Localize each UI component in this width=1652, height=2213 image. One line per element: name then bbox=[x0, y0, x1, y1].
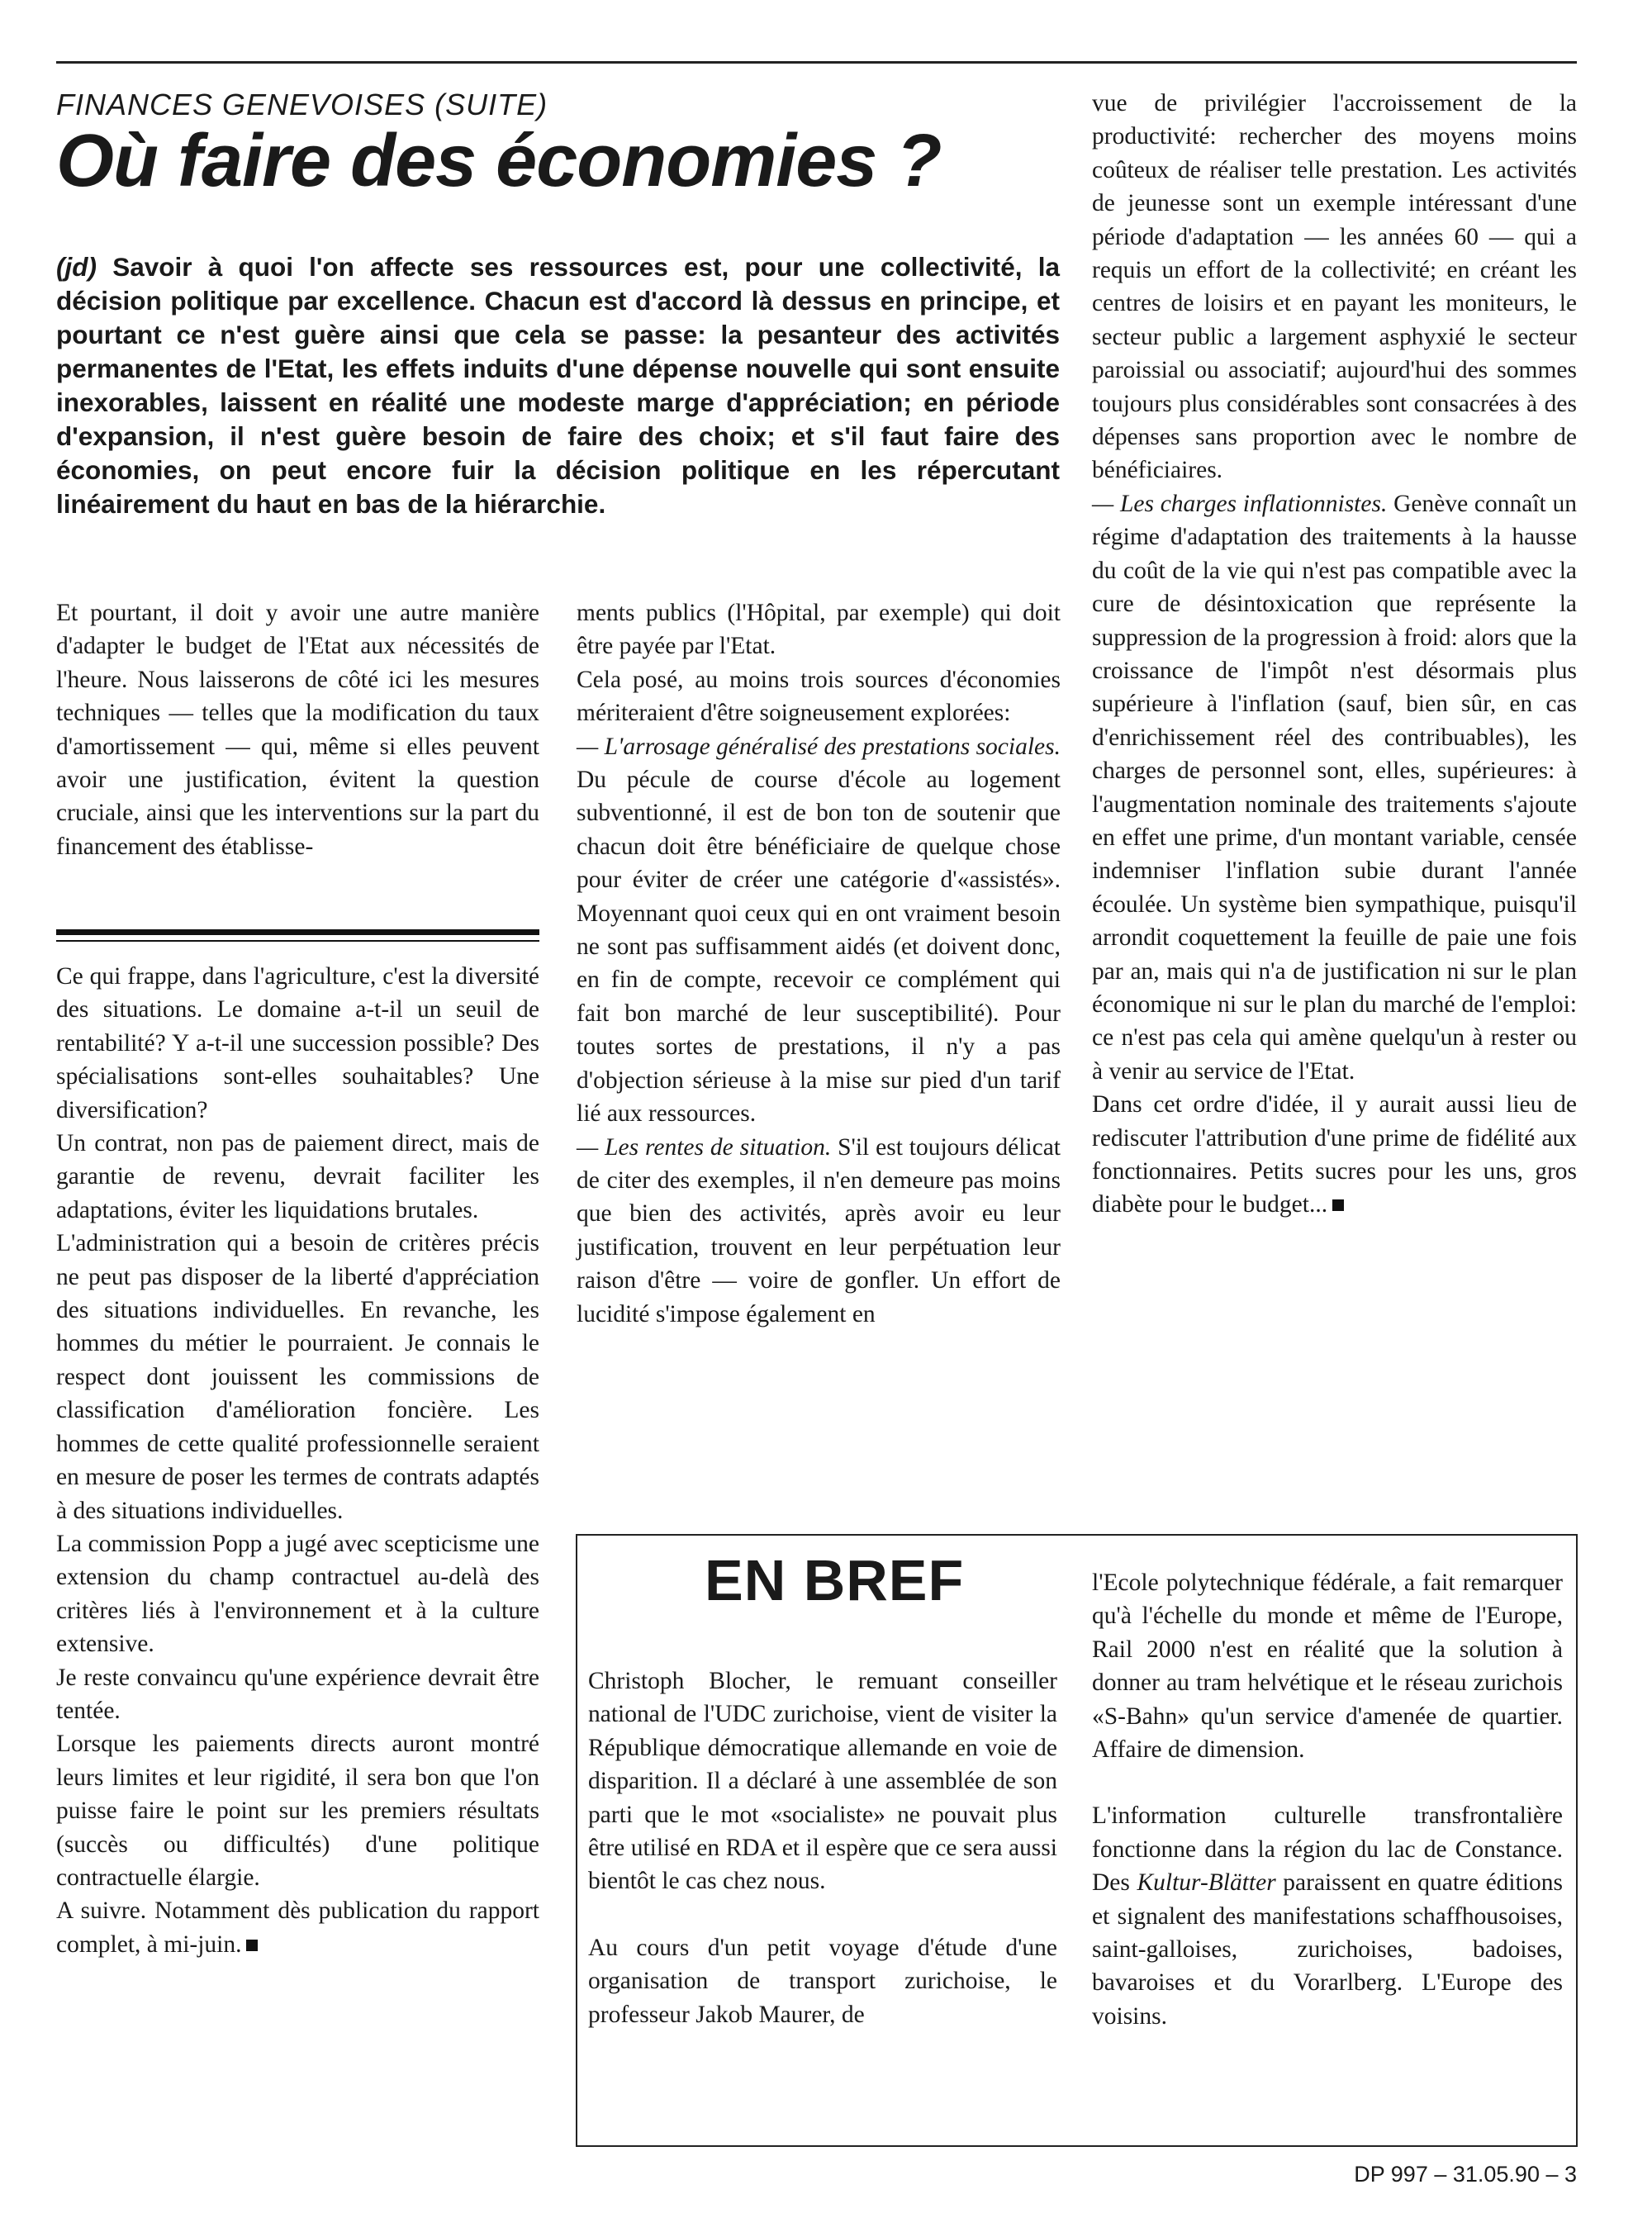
section-kicker: FINANCES GENEVOISES (SUITE) bbox=[56, 88, 548, 121]
agriculture-column bbox=[56, 960, 539, 1961]
article-paragraph: Cela posé, au moins trois sources d'économies mériteraient d'être soigneusement explorées: bbox=[577, 666, 1061, 727]
article-text: Genève connaît un régime d'adaptation des traitements à la hausse du coût de la vie qui n'est pas compatible avec la cure de désintoxication que représente la suppression de la progression à froid: alors que la croissance de l'impôt n'est désormais plus supérieure à l'inflation (sauf, bien sûr, en cas d'enrichissement réel des contribuables), les charges de personnel sont, elles, supérieures: à l'augmentation nominale des traitements s'ajoute en effet une prime, d'un montant variable, censée indemniser l'inflation subie durant l'année écoulée. Un système bien sympathique, puisqu'il arrondit coquettement la feuille de paie une fois par an, mais qui n'a de justification ni sur le plan économique ni sur le plan du marché de l'emploi: ce n'est pas cela qui amène quelqu'un à rester ou à venir au service de l'Etat. bbox=[1092, 490, 1577, 1085]
lead-paragraph bbox=[56, 250, 1060, 521]
agriculture-closing-text: A suivre. Notamment dès publication du rapport complet, à mi-juin. bbox=[56, 1897, 539, 1958]
subhead-vested-interests: — Les rentes de situation. bbox=[577, 1133, 832, 1161]
page-footer: DP 997 – 31.05.90 – 3 bbox=[1354, 2162, 1577, 2187]
agriculture-paragraph: Ce qui frappe, dans l'agriculture, c'est la diversité des situations. Le domaine a-t-il un seuil de rentabilité? Y a-t-il une succession possible? Des spécialisations sont-elles souhaitables? Une diversification? bbox=[56, 963, 539, 1123]
article-paragraph: Et pourtant, il doit y avoir une autre manière d'adapter le budget de l'Etat aux nécessités de l'heure. Nous laisserons de côté ici les mesures techniques — telles que la modification du taux d'amortissement — qui, même si elles peuvent avoir une justification, évitent la question cruciale, ainsi que les interventions sur la part du financement des établisse- bbox=[56, 600, 539, 860]
subhead-inflationary-charges: — Les charges inflationnistes. bbox=[1092, 490, 1388, 517]
article-paragraph bbox=[1092, 1088, 1577, 1222]
article-paragraph: vue de privilégier l'accroissement de la productivité: rechercher des moyens moins coûteux de réaliser telle prestation. Les activités de jeunesse sont un exemple intéressant d'une période d'adaptation — les années 60 — qui a requis un effort de la collectivité; en créant les centres de loisirs et en payant les moniteurs, le secteur public a largement asphyxié le secteur paroissial ou associatif; aujourd'hui des sommes toujours plus considérables sont consacrées à des dépenses sans proportion avec le nombre de bénéficiaires. bbox=[1092, 90, 1577, 484]
agriculture-paragraph: Un contrat, non pas de paiement direct, mais de garantie de revenu, devrait faciliter les adaptations, éviter les liquidations brutales. bbox=[56, 1130, 539, 1223]
brief-paragraph: Au cours d'un petit voyage d'étude d'une organisation de transport zurichoise, le professeur Jakob Maurer, de bbox=[588, 1934, 1057, 2028]
end-mark-icon bbox=[246, 1940, 258, 1951]
top-rule bbox=[56, 61, 1577, 64]
end-mark-icon bbox=[1332, 1199, 1344, 1211]
article-text: S'il est toujours délicat de citer des exemples, il n'en demeure pas moins que bien des activités, après avoir eu leur justification, trouvent en leur perpétuation leur raison d'être — voire de gonfler. Un effort de lucidité s'impose également en bbox=[577, 1133, 1061, 1327]
article-column-2 bbox=[577, 596, 1061, 1331]
article-column-1 bbox=[56, 596, 539, 863]
subhead-social-benefits: — L'arrosage généralisé des prestations sociales. bbox=[577, 733, 1061, 760]
article-closing-text: Dans cet ordre d'idée, il y aurait aussi lieu de rediscuter l'attribution d'une prime de fidélité aux fonctionnaires. Petits sucres pour les uns, gros diabète pour le budget... bbox=[1092, 1091, 1577, 1218]
article-paragraph bbox=[577, 1131, 1061, 1331]
brief-column-1 bbox=[588, 1664, 1057, 2031]
brief-title: EN BREF bbox=[705, 1548, 965, 1612]
section-separator bbox=[56, 929, 539, 942]
brief-paragraph bbox=[1092, 1799, 1563, 2033]
article-column-3 bbox=[1092, 87, 1577, 1222]
author-initials: (jd) bbox=[56, 252, 97, 282]
brief-column-2 bbox=[1092, 1566, 1563, 2033]
agriculture-paragraph: La commission Popp a jugé avec scepticisme une extension du champ contractuel au-delà des critères liés à l'environnement et à la culture extensive. bbox=[56, 1530, 539, 1658]
page-title: Où faire des économies ? bbox=[56, 120, 942, 202]
article-paragraph: ments publics (l'Hôpital, par exemple) qui doit être payée par l'Etat. bbox=[577, 600, 1061, 660]
article-text: Du pécule de course d'école au logement subventionné, il est de bon ton de soutenir que chacun doit être bénéficiaire de quelque chose pour éviter de créer une catégorie d'«assistés». Moyennant quoi ceux qui en ont vraiment besoin ne sont pas suffisamment aidés (et doivent donc, en fin de compte, recevoir ce complément qui fait bon marché de leur susceptibilité). Pour toutes sortes de prestations, il n'y a pas d'objection sérieuse à la mise sur pied d'un tarif lié aux ressources. bbox=[577, 767, 1061, 1128]
lead-text: Savoir à quoi l'on affecte ses ressources est, pour une collectivité, la décision politique par excellence. Chacun est d'accord là dessus en principe, et pourtant ce n'est guère ainsi que cela se passe: la pesanteur des activités permanentes de l'Etat, les effets induits d'une dépense nouvelle qui sont ensuite inexorables, laissent en réalité une modeste marge d'appréciation; en période d'expansion, il n'est guère besoin de faire des choix; et s'il faut faire des économies, on peut encore fuir la décision politique en les répercutant linéairement du haut en bas de la hiérarchie. bbox=[56, 252, 1060, 519]
agriculture-paragraph bbox=[56, 1894, 539, 1961]
article-paragraph bbox=[577, 730, 1061, 1131]
brief-paragraph: l'Ecole polytechnique fédérale, a fait remarquer qu'à l'échelle du monde et même de l'Europe, Rail 2000 n'est en réalité que la solution à donner au tram helvétique et le réseau zurichois «S-Bahn» qu'un service d'amenée de quartier. Affaire de dimension. bbox=[1092, 1570, 1563, 1764]
agriculture-paragraph: Lorsque les paiements directs auront montré leurs limites et leur rigidité, il sera bon que l'on puisse faire le point sur les premiers résultats (succès ou difficultés) d'une politique contractuelle élargie. bbox=[56, 1731, 539, 1891]
brief-text: L'information culturelle transfrontalière fonctionne dans la région du lac de Constance. Des bbox=[1092, 1802, 1563, 1897]
agriculture-paragraph: L'administration qui a besoin de critères précis ne peut pas disposer de la liberté d'appréciation des situations individuelles. En revanche, les hommes du métier le pourraient. Je connais le respect dont jouissent les commissions de classification d'amélioration foncière. Les hommes de cette qualité professionnelle seraient en mesure de poser les termes de contrats adaptés à des situations individuelles. bbox=[56, 1230, 539, 1524]
agriculture-paragraph: Je reste convaincu qu'une expérience devrait être tentée. bbox=[56, 1664, 539, 1724]
brief-paragraph: Christoph Blocher, le remuant conseiller national de l'UDC zurichoise, vient de visiter la République démocratique allemande en voie de disparition. Il a déclaré à une assemblée de son parti que le mot «socialiste» ne pouvait plus être utilisé en RDA et il espère que ce sera aussi bientôt le cas chez nous. bbox=[588, 1668, 1057, 1895]
brief-text: paraissent en quatre éditions et signalent des manifestations schaffhousoises, saint-galloises, zurichoises, badoises, bavaroises et du Vorarlberg. L'Europe des voisins. bbox=[1092, 1869, 1563, 2030]
article-paragraph bbox=[1092, 487, 1577, 1088]
publication-title: Kultur-Blätter bbox=[1137, 1869, 1276, 1897]
